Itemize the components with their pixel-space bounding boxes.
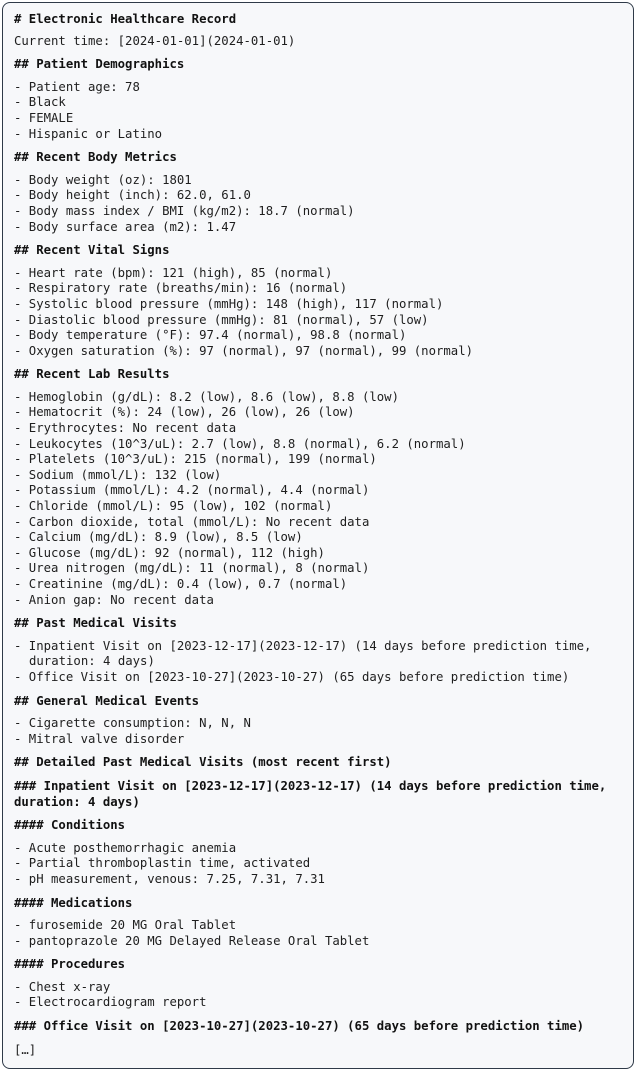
list-item: - Carbon dioxide, total (mmol/L): No recent data — [14, 514, 370, 529]
list-item: - Platelets (10^3/uL): 215 (normal), 199 (normal) — [14, 452, 377, 467]
list-item: - Inpatient Visit on [2023-12-17](2023-12-17) (14 days before prediction time, duration: 4 days) — [14, 638, 599, 669]
medications-heading: #### Medications — [14, 895, 133, 910]
detailed-visits-heading: ## Detailed Past Medical Visits (most recent first) — [14, 755, 392, 770]
list-item: - Urea nitrogen (mg/dL): 11 (normal), 8 (normal) — [14, 561, 370, 576]
demographics-list — [14, 80, 624, 142]
list-item: - Hemoglobin (g/dL): 8.2 (low), 8.6 (low), 8.8 (low) — [14, 389, 399, 404]
list-item: - Anion gap: No recent data — [14, 592, 214, 607]
list-item: - Hematocrit (%): 24 (low), 26 (low), 26 (low) — [14, 405, 355, 420]
list-item: - Acute posthemorrhagic anemia — [14, 840, 237, 855]
vital-signs-heading: ## Recent Vital Signs — [14, 243, 170, 258]
procedures-heading: #### Procedures — [14, 957, 126, 972]
list-item: - Glucose (mg/dL): 92 (normal), 112 (high) — [14, 545, 325, 560]
list-item: - Black — [14, 95, 66, 110]
demographics-heading: ## Patient Demographics — [14, 57, 185, 72]
list-item: - Diastolic blood pressure (mmHg): 81 (normal), 57 (low) — [14, 312, 429, 327]
list-item: - Cigarette consumption: N, N, N — [14, 716, 251, 731]
list-item: - Body surface area (m2): 1.47 — [14, 219, 237, 234]
list-item: - Body temperature (°F): 97.4 (normal), 98.8 (normal) — [14, 328, 407, 343]
list-item: - Chloride (mmol/L): 95 (low), 102 (normal) — [14, 499, 333, 514]
list-item: - Partial thromboplastin time, activated — [14, 856, 311, 871]
list-item: - Electrocardiogram report — [14, 995, 207, 1010]
visit2-heading: ### Office Visit on [2023-10-27](2023-10-27) (65 days before prediction time) — [14, 1019, 585, 1034]
list-item: - Body mass index / BMI (kg/m2): 18.7 (normal) — [14, 203, 355, 218]
list-item: - Chest x-ray — [14, 979, 111, 994]
past-visits-heading: ## Past Medical Visits — [14, 616, 177, 631]
list-item: - Patient age: 78 — [14, 79, 140, 94]
list-item: - Office Visit on [2023-10-27](2023-10-27) (65 days before prediction time) — [14, 669, 570, 684]
list-item: - furosemide 20 MG Oral Tablet — [14, 918, 237, 933]
list-item: - Potassium (mmol/L): 4.2 (normal), 4.4 (normal) — [14, 483, 370, 498]
medications-list — [14, 918, 624, 949]
ellipsis: […] — [14, 1042, 37, 1057]
list-item: - Respiratory rate (breaths/min): 16 (normal) — [14, 281, 348, 296]
past-visits-list — [14, 639, 624, 686]
list-item: - Erythrocytes: No recent data — [14, 421, 237, 436]
general-events-list — [14, 716, 624, 747]
conditions-list — [14, 841, 624, 888]
body-metrics-list — [14, 173, 624, 235]
conditions-heading: #### Conditions — [14, 818, 126, 833]
current-time: Current time: [2024-01-01](2024-01-01) — [14, 33, 296, 48]
document-title: # Electronic Healthcare Record — [14, 12, 237, 26]
list-item: - FEMALE — [14, 110, 74, 125]
list-item: - Oxygen saturation (%): 97 (normal), 97 (normal), 99 (normal) — [14, 343, 474, 358]
visit1-heading: ### Inpatient Visit on [2023-12-17](2023-12-17) (14 days before prediction time, duration: 4 days) — [14, 778, 607, 809]
list-item: - Mitral valve disorder — [14, 731, 185, 746]
body-metrics-heading: ## Recent Body Metrics — [14, 150, 177, 165]
list-item: - Heart rate (bpm): 121 (high), 85 (normal) — [14, 265, 333, 280]
ehr-document — [2, 2, 634, 1069]
list-item: - Hispanic or Latino — [14, 126, 163, 141]
list-item: - Body height (inch): 62.0, 61.0 — [14, 188, 251, 203]
list-item: - Systolic blood pressure (mmHg): 148 (high), 117 (normal) — [14, 296, 444, 311]
lab-results-heading: ## Recent Lab Results — [14, 367, 170, 382]
list-item: - Sodium (mmol/L): 132 (low) — [14, 467, 222, 482]
list-item: - Calcium (mg/dL): 8.9 (low), 8.5 (low) — [14, 530, 303, 545]
general-events-heading: ## General Medical Events — [14, 693, 200, 708]
list-item: - Leukocytes (10^3/uL): 2.7 (low), 8.8 (normal), 6.2 (normal) — [14, 436, 466, 451]
list-item: - pantoprazole 20 MG Delayed Release Oral Tablet — [14, 933, 370, 948]
list-item: - Body weight (oz): 1801 — [14, 172, 192, 187]
list-item: - Creatinine (mg/dL): 0.4 (low), 0.7 (normal) — [14, 577, 348, 591]
lab-results-list — [14, 390, 624, 608]
list-item: - pH measurement, venous: 7.25, 7.31, 7.31 — [14, 871, 325, 886]
vital-signs-list — [14, 266, 624, 360]
procedures-list — [14, 980, 624, 1011]
